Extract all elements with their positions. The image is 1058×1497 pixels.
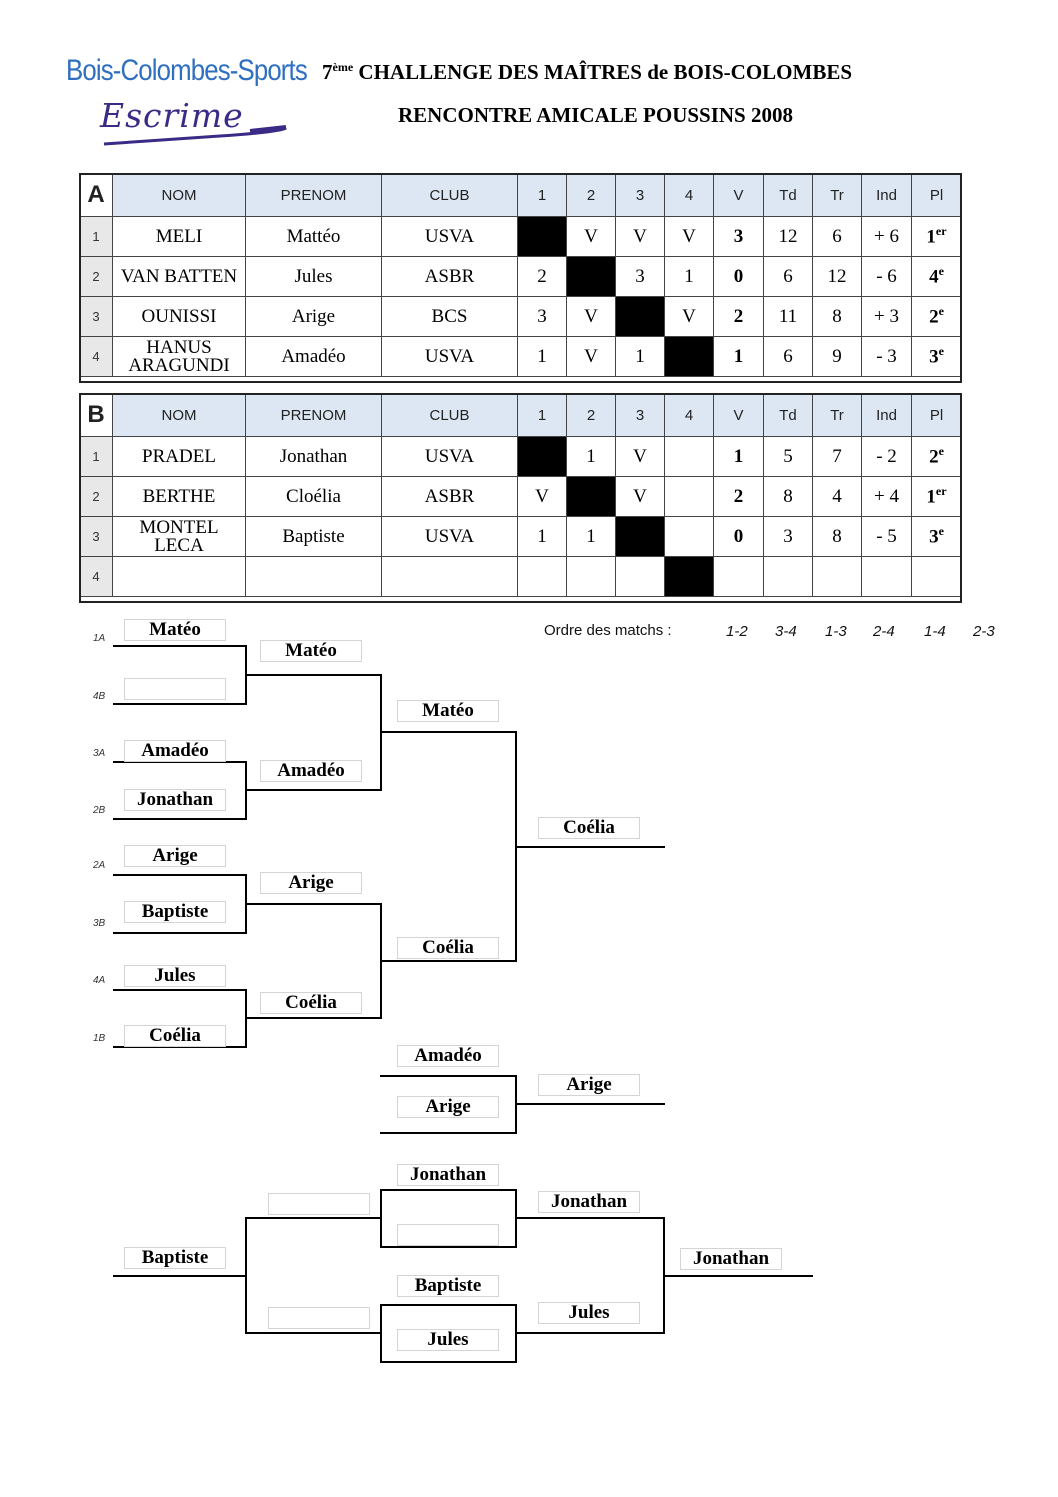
bracket-line xyxy=(245,903,382,905)
col-nom: NOM xyxy=(113,394,246,437)
cell-bout: V xyxy=(567,217,616,257)
cell-ind: - 5 xyxy=(862,517,912,557)
cell-prenom xyxy=(246,557,382,597)
table-row xyxy=(80,437,962,477)
row-number: 3 xyxy=(80,297,113,337)
bracket-line xyxy=(245,674,382,676)
cell-tr: 8 xyxy=(813,297,862,337)
bracket-name: Jules xyxy=(538,1302,640,1324)
table-row xyxy=(80,217,962,257)
tournament-winner: Coélia xyxy=(538,817,640,839)
cell-ind: + 3 xyxy=(862,297,912,337)
bracket-name: Jonathan xyxy=(397,1164,499,1186)
pool-a-table xyxy=(79,173,962,377)
bracket-name-empty xyxy=(397,1224,499,1246)
cell-bout: 3 xyxy=(518,297,567,337)
pool-b-table xyxy=(79,393,962,597)
bracket-name: Baptiste xyxy=(124,901,226,923)
cell-bout xyxy=(665,437,714,477)
classification-winner: Jonathan xyxy=(680,1248,782,1270)
cell-club: USVA xyxy=(382,517,518,557)
bracket-name-empty xyxy=(268,1193,370,1215)
col-tr: Tr xyxy=(813,394,862,437)
cell-blocked xyxy=(616,517,665,557)
cell-ind xyxy=(862,557,912,597)
bracket-line xyxy=(113,874,247,876)
col-4: 4 xyxy=(665,174,714,217)
cell-td: 3 xyxy=(764,517,813,557)
col-prenom: PRENOM xyxy=(246,174,382,217)
match-order-label: Ordre des matchs : xyxy=(544,622,672,639)
cell-nom: HANUS ARAGUNDI xyxy=(113,337,246,377)
bracket-line xyxy=(380,1132,517,1134)
row-number: 2 xyxy=(80,477,113,517)
bracket-line xyxy=(113,645,247,647)
cell-blocked xyxy=(616,297,665,337)
cell-place: 1er xyxy=(912,217,962,257)
cell-bout xyxy=(567,557,616,597)
col-td: Td xyxy=(764,174,813,217)
col-club: CLUB xyxy=(382,394,518,437)
seed-label: 3A xyxy=(93,748,106,759)
cell-nom xyxy=(113,557,246,597)
cell-nom: MELI xyxy=(113,217,246,257)
seed-label: 2A xyxy=(93,860,106,871)
bracket-line xyxy=(113,932,247,934)
table-row xyxy=(80,337,962,377)
seed-label: 1B xyxy=(93,1033,106,1044)
bracket-name: Coélia xyxy=(124,1025,226,1047)
bracket-name-empty xyxy=(268,1307,370,1329)
cell-tr: 9 xyxy=(813,337,862,377)
cell-bout: V xyxy=(665,217,714,257)
col-2: 2 xyxy=(567,174,616,217)
cell-ind: - 2 xyxy=(862,437,912,477)
cell-bout: V xyxy=(616,477,665,517)
cell-td: 8 xyxy=(764,477,813,517)
bracket-name: Coélia xyxy=(397,937,499,959)
bracket-line xyxy=(380,1189,517,1191)
table-row xyxy=(80,517,962,557)
cell-place: 4e xyxy=(912,257,962,297)
cell-blocked xyxy=(665,557,714,597)
cell-prenom: Amadéo xyxy=(246,337,382,377)
bracket-line xyxy=(663,1275,813,1277)
bracket-name: Arige xyxy=(397,1096,499,1118)
cell-victories: 2 xyxy=(714,477,764,517)
cell-tr: 6 xyxy=(813,217,862,257)
bracket-line xyxy=(515,1332,665,1334)
cell-victories: 0 xyxy=(714,517,764,557)
bracket-line xyxy=(245,1332,382,1334)
col-ind: Ind xyxy=(862,394,912,437)
cell-prenom: Cloélia xyxy=(246,477,382,517)
row-number: 4 xyxy=(80,337,113,377)
cell-club: ASBR xyxy=(382,257,518,297)
cell-bout: V xyxy=(665,297,714,337)
bracket-line xyxy=(113,989,247,991)
cell-tr: 8 xyxy=(813,517,862,557)
table-row xyxy=(80,257,962,297)
col-prenom: PRENOM xyxy=(246,394,382,437)
row-number: 2 xyxy=(80,257,113,297)
cell-place xyxy=(912,557,962,597)
club-logo-script: Escrime xyxy=(100,96,244,135)
cell-ind: + 6 xyxy=(862,217,912,257)
cell-blocked xyxy=(567,477,616,517)
col-4: 4 xyxy=(665,394,714,437)
cell-place: 3e xyxy=(912,337,962,377)
cell-prenom: Arige xyxy=(246,297,382,337)
bracket-line xyxy=(380,1361,517,1363)
cell-bout: 1 xyxy=(665,257,714,297)
cell-bout: 3 xyxy=(616,257,665,297)
page-title: 7ème CHALLENGE DES MAÎTRES de BOIS-COLOMBES xyxy=(322,60,853,84)
cell-bout: 1 xyxy=(567,437,616,477)
col-1: 1 xyxy=(518,174,567,217)
cell-blocked xyxy=(518,437,567,477)
seed-label: 4A xyxy=(93,975,106,986)
row-number: 3 xyxy=(80,517,113,557)
table-row xyxy=(80,557,962,597)
row-number: 1 xyxy=(80,217,113,257)
seed-label: 4B xyxy=(93,691,106,702)
cell-place: 2e xyxy=(912,437,962,477)
bracket-line xyxy=(380,1304,517,1306)
cell-ind: + 4 xyxy=(862,477,912,517)
bracket-line xyxy=(245,1217,382,1219)
cell-td xyxy=(764,557,813,597)
bracket-line xyxy=(380,1075,517,1077)
cell-victories: 1 xyxy=(714,437,764,477)
seed-label: 1A xyxy=(93,633,106,644)
cell-prenom: Jules xyxy=(246,257,382,297)
cell-bout: V xyxy=(567,337,616,377)
match-order-item: 2-4 xyxy=(873,623,895,640)
bracket-name: Jonathan xyxy=(538,1191,640,1213)
bracket-line xyxy=(113,703,247,705)
cell-bout: V xyxy=(567,297,616,337)
cell-club: USVA xyxy=(382,217,518,257)
row-number: 4 xyxy=(80,557,113,597)
match-order-item: 2-3 xyxy=(973,623,995,640)
cell-tr: 7 xyxy=(813,437,862,477)
bracket-name: Baptiste xyxy=(124,1247,226,1269)
col-1: 1 xyxy=(518,394,567,437)
cell-prenom: Mattéo xyxy=(246,217,382,257)
bracket-line xyxy=(245,789,382,791)
col-2: 2 xyxy=(567,394,616,437)
cell-nom: PRADEL xyxy=(113,437,246,477)
bracket-line xyxy=(245,1217,247,1334)
cell-prenom: Baptiste xyxy=(246,517,382,557)
bracket-line xyxy=(515,1103,665,1105)
bracket-line xyxy=(245,1017,382,1019)
cell-blocked xyxy=(567,257,616,297)
club-logo-text: Bois-Colombes-Sports xyxy=(66,54,307,87)
bracket-name: Amadéo xyxy=(260,760,362,782)
cell-blocked xyxy=(665,337,714,377)
cell-bout: 1 xyxy=(567,517,616,557)
cell-bout xyxy=(665,517,714,557)
bracket-line xyxy=(515,846,665,848)
cell-victories: 1 xyxy=(714,337,764,377)
bracket-name: Baptiste xyxy=(397,1275,499,1297)
cell-blocked xyxy=(518,217,567,257)
cell-victories xyxy=(714,557,764,597)
cell-tr xyxy=(813,557,862,597)
cell-nom: BERTHE xyxy=(113,477,246,517)
bracket-line xyxy=(113,818,247,820)
row-number: 1 xyxy=(80,437,113,477)
bracket-line xyxy=(515,1217,665,1219)
bracket-line xyxy=(380,960,517,962)
cell-td: 6 xyxy=(764,257,813,297)
page-subtitle: RENCONTRE AMICALE POUSSINS 2008 xyxy=(398,103,793,127)
bracket-line xyxy=(380,1189,382,1248)
cell-victories: 2 xyxy=(714,297,764,337)
table-row xyxy=(80,297,962,337)
cell-ind: - 3 xyxy=(862,337,912,377)
bracket-name: Matéo xyxy=(260,640,362,662)
cell-nom: OUNISSI xyxy=(113,297,246,337)
cell-tr: 12 xyxy=(813,257,862,297)
cell-place: 2e xyxy=(912,297,962,337)
cell-victories: 3 xyxy=(714,217,764,257)
match-order-item: 1-3 xyxy=(825,623,847,640)
cell-club: USVA xyxy=(382,337,518,377)
bracket-name: Arige xyxy=(260,872,362,894)
col-v: V xyxy=(714,394,764,437)
cell-bout xyxy=(616,557,665,597)
cell-victories: 0 xyxy=(714,257,764,297)
seed-label: 3B xyxy=(93,918,106,929)
col-3: 3 xyxy=(616,174,665,217)
bracket-name: Jules xyxy=(124,965,226,987)
col-pl: Pl xyxy=(912,394,962,437)
table-row xyxy=(80,477,962,517)
cell-prenom: Jonathan xyxy=(246,437,382,477)
cell-nom: MONTEL LECA xyxy=(113,517,246,557)
bracket-line xyxy=(113,1275,247,1277)
bracket-name: Amadéo xyxy=(397,1045,499,1067)
cell-nom: VAN BATTEN xyxy=(113,257,246,297)
cell-bout: 1 xyxy=(518,517,567,557)
cell-place: 3e xyxy=(912,517,962,557)
col-v: V xyxy=(714,174,764,217)
bracket-name: Matéo xyxy=(397,700,499,722)
cell-ind: - 6 xyxy=(862,257,912,297)
col-pl: Pl xyxy=(912,174,962,217)
cell-td: 6 xyxy=(764,337,813,377)
bracket-name: Jonathan xyxy=(124,789,226,811)
cell-bout: 1 xyxy=(518,337,567,377)
cell-club: BCS xyxy=(382,297,518,337)
cell-bout: 1 xyxy=(616,337,665,377)
col-td: Td xyxy=(764,394,813,437)
bracket-line xyxy=(380,731,517,733)
pool-letter: A xyxy=(80,174,113,217)
col-ind: Ind xyxy=(862,174,912,217)
bracket-name: Arige xyxy=(124,845,226,867)
logo-underline-icon xyxy=(100,122,290,152)
cell-place: 1er xyxy=(912,477,962,517)
bracket-name: Amadéo xyxy=(124,740,226,762)
bracket-name: Matéo xyxy=(124,619,226,641)
bracket-name: Coélia xyxy=(260,992,362,1014)
col-tr: Tr xyxy=(813,174,862,217)
bracket-line xyxy=(380,1246,517,1248)
col-club: CLUB xyxy=(382,174,518,217)
bracket-line xyxy=(380,1304,382,1363)
bracket-name-empty xyxy=(124,678,226,700)
third-place-winner: Arige xyxy=(538,1074,640,1096)
cell-club: USVA xyxy=(382,437,518,477)
cell-bout xyxy=(665,477,714,517)
bracket-name: Jules xyxy=(397,1329,499,1351)
match-order-item: 1-2 xyxy=(726,623,748,640)
cell-bout xyxy=(518,557,567,597)
cell-td: 5 xyxy=(764,437,813,477)
cell-td: 11 xyxy=(764,297,813,337)
cell-bout: V xyxy=(616,217,665,257)
cell-bout: V xyxy=(518,477,567,517)
seed-label: 2B xyxy=(93,805,106,816)
cell-bout: V xyxy=(616,437,665,477)
cell-club: ASBR xyxy=(382,477,518,517)
match-order-item: 1-4 xyxy=(924,623,946,640)
pool-letter: B xyxy=(80,394,113,437)
cell-club xyxy=(382,557,518,597)
col-nom: NOM xyxy=(113,174,246,217)
cell-tr: 4 xyxy=(813,477,862,517)
match-order-item: 3-4 xyxy=(775,623,797,640)
cell-td: 12 xyxy=(764,217,813,257)
cell-bout: 2 xyxy=(518,257,567,297)
col-3: 3 xyxy=(616,394,665,437)
